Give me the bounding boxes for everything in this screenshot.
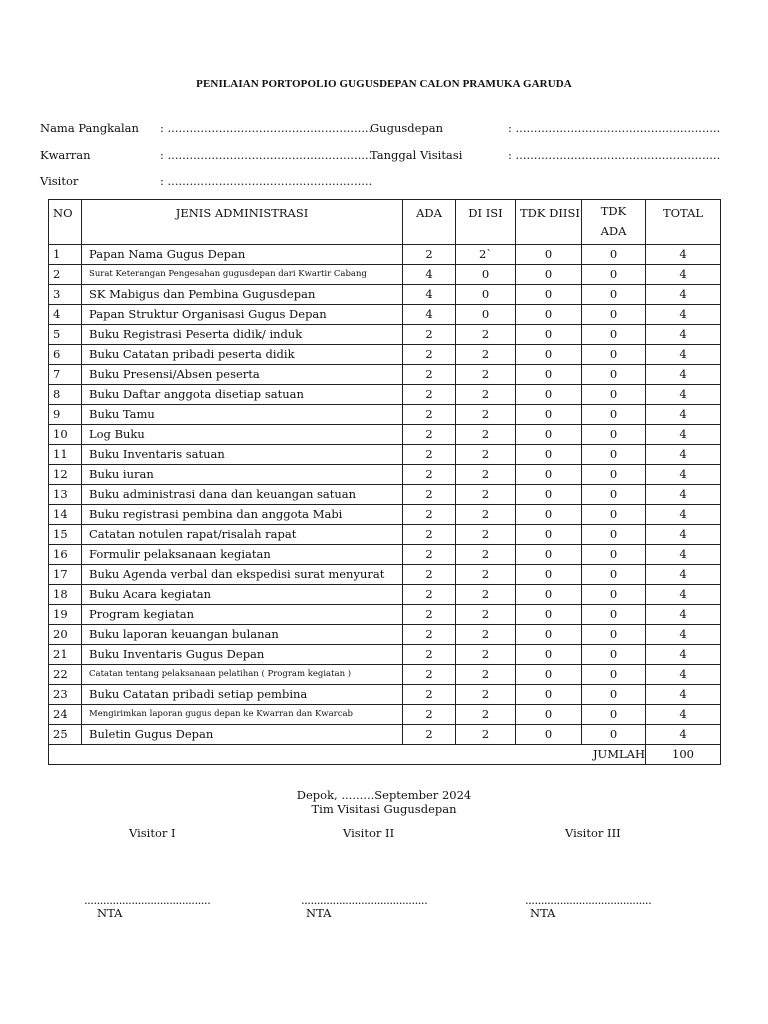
cell-ada: 2 xyxy=(403,425,456,445)
cell-tdk-diisi: 0 xyxy=(516,605,582,625)
cell-ada: 2 xyxy=(403,385,456,405)
cell-tdk-ada: 0 xyxy=(582,465,646,485)
cell-no: 8 xyxy=(49,385,82,405)
cell-no: 17 xyxy=(49,565,82,585)
cell-jenis: Buku Tamu xyxy=(82,405,403,425)
cell-di-isi: 2 xyxy=(456,505,516,525)
visitor-1-signature-line: ........................................ xyxy=(84,893,211,907)
cell-tdk-diisi: 0 xyxy=(516,465,582,485)
cell-ada: 2 xyxy=(403,605,456,625)
cell-di-isi: 2 xyxy=(456,425,516,445)
cell-ada: 4 xyxy=(403,265,456,285)
table-row xyxy=(49,445,721,465)
cell-no: 12 xyxy=(49,465,82,485)
table-row xyxy=(49,325,721,345)
cell-no: 1 xyxy=(49,245,82,265)
table-row xyxy=(49,505,721,525)
table-row xyxy=(49,525,721,545)
cell-tdk-diisi: 0 xyxy=(516,645,582,665)
cell-tdk-ada: 0 xyxy=(582,265,646,285)
header-total: TOTAL xyxy=(646,200,721,245)
cell-tdk-ada: 0 xyxy=(582,385,646,405)
cell-ada: 2 xyxy=(403,645,456,665)
cell-jenis: Papan Struktur Organisasi Gugus Depan xyxy=(82,305,403,325)
cell-no: 13 xyxy=(49,485,82,505)
cell-di-isi: 2 xyxy=(456,525,516,545)
cell-no: 11 xyxy=(49,445,82,465)
table-row xyxy=(49,705,721,725)
cell-tdk-ada: 0 xyxy=(582,645,646,665)
cell-di-isi: 2 xyxy=(456,645,516,665)
cell-jenis: Log Buku xyxy=(82,425,403,445)
cell-di-isi: 2 xyxy=(456,685,516,705)
cell-ada: 2 xyxy=(403,245,456,265)
cell-ada: 2 xyxy=(403,665,456,685)
table-row xyxy=(49,465,721,485)
cell-tdk-ada: 0 xyxy=(582,685,646,705)
header-tdk-ada-line1: TDK xyxy=(600,204,627,218)
place-date: Depok, .........September 2024 xyxy=(296,788,472,802)
cell-tdk-ada: 0 xyxy=(582,505,646,525)
cell-jenis: Buku laporan keuangan bulanan xyxy=(82,625,403,645)
cell-jenis: Buku iuran xyxy=(82,465,403,485)
cell-jenis: Buku Agenda verbal dan ekspedisi surat menyurat xyxy=(82,565,403,585)
cell-tdk-diisi: 0 xyxy=(516,325,582,345)
label-gugusdepan: Gugusdepan xyxy=(370,121,444,135)
cell-total: 4 xyxy=(646,305,721,325)
table-row xyxy=(49,385,721,405)
table-row xyxy=(49,485,721,505)
cell-jenis: Catatan tentang pelaksanaan pelatihan ( Program kegiatan ) xyxy=(82,665,403,685)
cell-tdk-diisi: 0 xyxy=(516,245,582,265)
cell-no: 10 xyxy=(49,425,82,445)
cell-no: 18 xyxy=(49,585,82,605)
cell-ada: 4 xyxy=(403,285,456,305)
label-nama-pangkalan: Nama Pangkalan xyxy=(40,121,139,135)
visitor-1-label: Visitor I xyxy=(129,826,176,840)
header-tdk-ada-line2: ADA xyxy=(600,224,627,238)
table-row xyxy=(49,605,721,625)
cell-tdk-ada: 0 xyxy=(582,405,646,425)
cell-total: 4 xyxy=(646,585,721,605)
cell-no: 9 xyxy=(49,405,82,425)
cell-tdk-diisi: 0 xyxy=(516,285,582,305)
cell-tdk-ada: 0 xyxy=(582,445,646,465)
cell-jenis: Buku Acara kegiatan xyxy=(82,585,403,605)
cell-di-isi: 2 xyxy=(456,345,516,365)
cell-jenis: Buku Registrasi Peserta didik/ induk xyxy=(82,325,403,345)
cell-ada: 2 xyxy=(403,585,456,605)
cell-ada: 2 xyxy=(403,485,456,505)
cell-ada: 2 xyxy=(403,685,456,705)
label-kwarran: Kwarran xyxy=(40,148,91,162)
cell-ada: 2 xyxy=(403,705,456,725)
cell-tdk-diisi: 0 xyxy=(516,265,582,285)
field-nama-pangkalan: : ........................................................ xyxy=(160,121,373,135)
visitor-2-label: Visitor II xyxy=(343,826,395,840)
cell-no: 25 xyxy=(49,725,82,745)
header-jenis: JENIS ADMINISTRASI xyxy=(82,200,403,245)
label-visitor: Visitor xyxy=(40,174,79,188)
cell-no: 21 xyxy=(49,645,82,665)
cell-tdk-ada: 0 xyxy=(582,585,646,605)
cell-tdk-ada: 0 xyxy=(582,605,646,625)
visitor-3-nta: NTA xyxy=(530,906,556,920)
cell-tdk-diisi: 0 xyxy=(516,505,582,525)
cell-tdk-ada: 0 xyxy=(582,625,646,645)
cell-di-isi: 2 xyxy=(456,385,516,405)
cell-tdk-ada: 0 xyxy=(582,425,646,445)
cell-total: 4 xyxy=(646,405,721,425)
cell-total: 4 xyxy=(646,545,721,565)
cell-ada: 2 xyxy=(403,345,456,365)
cell-tdk-ada: 0 xyxy=(582,485,646,505)
cell-total: 4 xyxy=(646,665,721,685)
cell-total: 4 xyxy=(646,645,721,665)
cell-no: 19 xyxy=(49,605,82,625)
cell-no: 22 xyxy=(49,665,82,685)
cell-tdk-ada: 0 xyxy=(582,705,646,725)
table-header-row xyxy=(49,200,721,245)
cell-jenis: Buku Inventaris satuan xyxy=(82,445,403,465)
cell-di-isi: 2 xyxy=(456,625,516,645)
table-row xyxy=(49,425,721,445)
cell-tdk-ada: 0 xyxy=(582,525,646,545)
cell-ada: 2 xyxy=(403,565,456,585)
cell-no: 2 xyxy=(49,265,82,285)
cell-no: 5 xyxy=(49,325,82,345)
cell-jenis: Mengirimkan laporan gugus depan ke Kwarran dan Kwarcab xyxy=(82,705,403,725)
cell-no: 14 xyxy=(49,505,82,525)
cell-di-isi: 2 xyxy=(456,665,516,685)
field-visitor: : ........................................................ xyxy=(160,174,373,188)
cell-ada: 2 xyxy=(403,465,456,485)
visitor-3-label: Visitor III xyxy=(565,826,621,840)
cell-tdk-diisi: 0 xyxy=(516,425,582,445)
cell-total: 4 xyxy=(646,565,721,585)
cell-tdk-ada: 0 xyxy=(582,565,646,585)
cell-total: 4 xyxy=(646,285,721,305)
cell-tdk-diisi: 0 xyxy=(516,725,582,745)
jumlah-label: JUMLAH xyxy=(49,745,646,765)
cell-jenis: Buku Catatan pribadi peserta didik xyxy=(82,345,403,365)
cell-di-isi: 2 xyxy=(456,445,516,465)
cell-no: 4 xyxy=(49,305,82,325)
header-ada: ADA xyxy=(403,200,456,245)
cell-no: 16 xyxy=(49,545,82,565)
cell-tdk-diisi: 0 xyxy=(516,305,582,325)
cell-di-isi: 2 xyxy=(456,605,516,625)
table-row xyxy=(49,665,721,685)
cell-jenis: Buku Daftar anggota disetiap satuan xyxy=(82,385,403,405)
cell-total: 4 xyxy=(646,245,721,265)
cell-jenis: Buku Catatan pribadi setiap pembina xyxy=(82,685,403,705)
table-row xyxy=(49,405,721,425)
cell-total: 4 xyxy=(646,325,721,345)
cell-jenis: Buletin Gugus Depan xyxy=(82,725,403,745)
header-tdk-ada xyxy=(582,200,646,245)
cell-jenis: Buku administrasi dana dan keuangan satuan xyxy=(82,485,403,505)
table-row xyxy=(49,265,721,285)
cell-total: 4 xyxy=(646,625,721,645)
cell-ada: 2 xyxy=(403,625,456,645)
cell-total: 4 xyxy=(646,385,721,405)
cell-total: 4 xyxy=(646,705,721,725)
table-row xyxy=(49,565,721,585)
table-row xyxy=(49,545,721,565)
cell-no: 20 xyxy=(49,625,82,645)
cell-di-isi: 2` xyxy=(456,245,516,265)
cell-no: 7 xyxy=(49,365,82,385)
cell-total: 4 xyxy=(646,345,721,365)
cell-no: 24 xyxy=(49,705,82,725)
header-tdk-diisi: TDK DIISI xyxy=(516,200,582,245)
cell-ada: 2 xyxy=(403,525,456,545)
cell-tdk-diisi: 0 xyxy=(516,565,582,585)
header-di-isi: DI ISI xyxy=(456,200,516,245)
cell-total: 4 xyxy=(646,425,721,445)
cell-ada: 2 xyxy=(403,405,456,425)
field-kwarran: : ........................................................ xyxy=(160,148,373,162)
cell-total: 4 xyxy=(646,365,721,385)
table-row xyxy=(49,625,721,645)
cell-tdk-diisi: 0 xyxy=(516,525,582,545)
cell-di-isi: 2 xyxy=(456,545,516,565)
cell-total: 4 xyxy=(646,265,721,285)
visitor-2-signature-line: ........................................ xyxy=(301,893,428,907)
cell-tdk-diisi: 0 xyxy=(516,705,582,725)
cell-ada: 2 xyxy=(403,445,456,465)
cell-di-isi: 2 xyxy=(456,465,516,485)
cell-total: 4 xyxy=(646,465,721,485)
table-row xyxy=(49,365,721,385)
cell-di-isi: 2 xyxy=(456,365,516,385)
cell-di-isi: 2 xyxy=(456,705,516,725)
cell-tdk-ada: 0 xyxy=(582,285,646,305)
cell-ada: 2 xyxy=(403,725,456,745)
cell-tdk-diisi: 0 xyxy=(516,625,582,645)
cell-total: 4 xyxy=(646,485,721,505)
visitor-2-nta: NTA xyxy=(306,906,332,920)
cell-di-isi: 0 xyxy=(456,265,516,285)
cell-total: 4 xyxy=(646,725,721,745)
document-title: PENILAIAN PORTOPOLIO GUGUSDEPAN CALON PRAMUKA GARUDA xyxy=(196,78,572,90)
cell-di-isi: 2 xyxy=(456,325,516,345)
visitor-3-signature-line: ........................................ xyxy=(525,893,652,907)
cell-di-isi: 2 xyxy=(456,725,516,745)
cell-total: 4 xyxy=(646,685,721,705)
jumlah-row xyxy=(49,745,721,765)
table-row xyxy=(49,245,721,265)
cell-jenis: Papan Nama Gugus Depan xyxy=(82,245,403,265)
cell-total: 4 xyxy=(646,445,721,465)
team-name: Tim Visitasi Gugusdepan xyxy=(311,802,457,816)
cell-tdk-ada: 0 xyxy=(582,325,646,345)
table-row xyxy=(49,645,721,665)
cell-di-isi: 2 xyxy=(456,405,516,425)
table-row xyxy=(49,285,721,305)
cell-jenis: Buku Presensi/Absen peserta xyxy=(82,365,403,385)
field-gugusdepan: : ........................................................ xyxy=(508,121,721,135)
visitor-1-nta: NTA xyxy=(97,906,123,920)
administration-table xyxy=(48,199,721,765)
cell-tdk-ada: 0 xyxy=(582,665,646,685)
cell-tdk-ada: 0 xyxy=(582,305,646,325)
cell-tdk-ada: 0 xyxy=(582,345,646,365)
cell-total: 4 xyxy=(646,505,721,525)
label-tanggal-visitasi: Tanggal Visitasi xyxy=(370,148,463,162)
cell-tdk-diisi: 0 xyxy=(516,585,582,605)
cell-jenis: Buku Inventaris Gugus Depan xyxy=(82,645,403,665)
cell-tdk-diisi: 0 xyxy=(516,405,582,425)
cell-di-isi: 0 xyxy=(456,305,516,325)
cell-tdk-ada: 0 xyxy=(582,545,646,565)
cell-total: 4 xyxy=(646,605,721,625)
table-row xyxy=(49,725,721,745)
cell-tdk-ada: 0 xyxy=(582,245,646,265)
cell-jenis: Catatan notulen rapat/risalah rapat xyxy=(82,525,403,545)
cell-no: 15 xyxy=(49,525,82,545)
cell-ada: 2 xyxy=(403,505,456,525)
cell-jenis: Surat Keterangan Pengesahan gugusdepan dari Kwartir Cabang xyxy=(82,265,403,285)
cell-di-isi: 2 xyxy=(456,585,516,605)
cell-jenis: Program kegiatan xyxy=(82,605,403,625)
cell-no: 6 xyxy=(49,345,82,365)
cell-tdk-diisi: 0 xyxy=(516,345,582,365)
table-row xyxy=(49,685,721,705)
table-row xyxy=(49,345,721,365)
cell-ada: 4 xyxy=(403,305,456,325)
cell-tdk-diisi: 0 xyxy=(516,685,582,705)
header-no: NO xyxy=(49,200,82,245)
cell-ada: 2 xyxy=(403,365,456,385)
cell-di-isi: 2 xyxy=(456,485,516,505)
cell-tdk-diisi: 0 xyxy=(516,365,582,385)
cell-jenis: SK Mabigus dan Pembina Gugusdepan xyxy=(82,285,403,305)
cell-no: 23 xyxy=(49,685,82,705)
table-row xyxy=(49,585,721,605)
cell-tdk-diisi: 0 xyxy=(516,665,582,685)
table-row xyxy=(49,305,721,325)
cell-ada: 2 xyxy=(403,545,456,565)
cell-tdk-diisi: 0 xyxy=(516,485,582,505)
cell-jenis: Formulir pelaksanaan kegiatan xyxy=(82,545,403,565)
cell-no: 3 xyxy=(49,285,82,305)
cell-tdk-ada: 0 xyxy=(582,725,646,745)
cell-ada: 2 xyxy=(403,325,456,345)
cell-tdk-diisi: 0 xyxy=(516,385,582,405)
cell-di-isi: 2 xyxy=(456,565,516,585)
field-tanggal-visitasi: : ........................................................ xyxy=(508,148,721,162)
cell-jenis: Buku registrasi pembina dan anggota Mabi xyxy=(82,505,403,525)
cell-di-isi: 0 xyxy=(456,285,516,305)
jumlah-value: 100 xyxy=(646,745,721,765)
cell-tdk-diisi: 0 xyxy=(516,545,582,565)
cell-tdk-ada: 0 xyxy=(582,365,646,385)
cell-total: 4 xyxy=(646,525,721,545)
cell-tdk-diisi: 0 xyxy=(516,445,582,465)
